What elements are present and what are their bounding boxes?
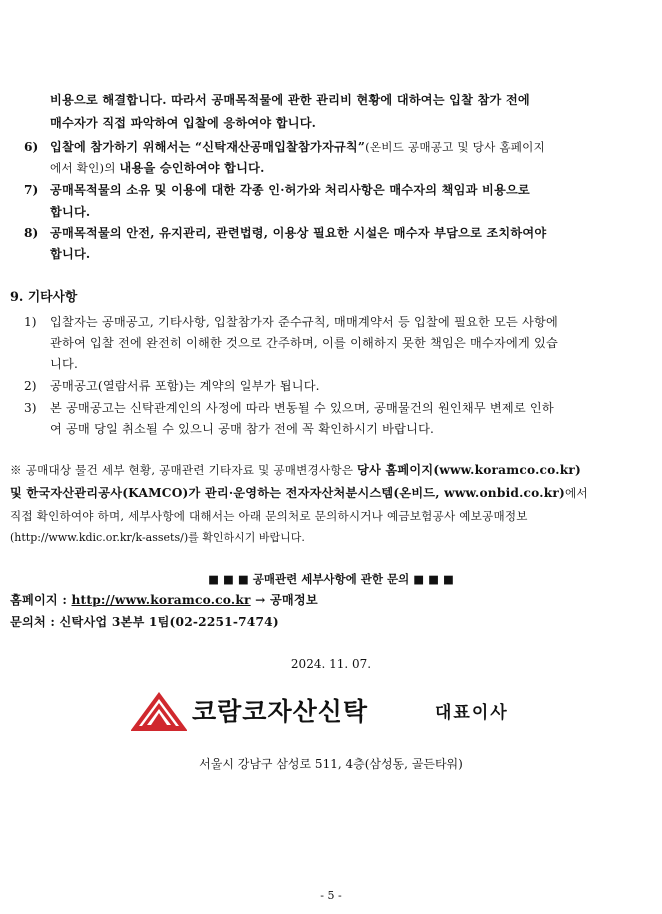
notice-date: 2024. 11. 07. [290, 657, 372, 671]
item-7-line-1: 공매목적물의 소유 및 이용에 대한 각종 인·허가와 처리사항은 매수자의 책임과 비용으로 [50, 183, 530, 197]
note-l1-b: 당사 홈페이지(www.koramco.co.kr) [357, 463, 581, 477]
s9-item-3-line-2: 여 공매 당일 취소될 수 있으니 공매 참가 전에 꼭 확인하시기 바랍니다. [50, 422, 435, 436]
company-name: 코람코자산신탁 [192, 697, 369, 726]
item-7-line-2: 합니다. [50, 205, 91, 219]
item-6-l2-rest: 에서 확인)의 [50, 161, 120, 175]
item-8-line-1: 공매목적물의 안전, 유지관리, 관련법령, 이용상 필요한 시설은 매수자 부담으로 조치하여야 [50, 226, 547, 240]
note-line-4: (http://www.kdic.or.kr/k-assets/)를 확인하시기 바랍니다. [10, 531, 305, 544]
s9-item-2-line-1: 공매공고(열람서류 포함)는 계약의 일부가 됩니다. [50, 379, 320, 393]
continuation-line-2: 매수자가 직접 파악하여 입찰에 응하여야 합니다. [50, 116, 317, 130]
item-8-line-2: 합니다. [50, 247, 91, 261]
item-6-number: 6) [24, 140, 39, 154]
s9-item-3-number: 3) [24, 401, 37, 415]
homepage-line [10, 590, 318, 610]
s9-item-2-number: 2) [24, 379, 37, 393]
note-line-2 [10, 483, 588, 503]
note-l2-a: 및 한국자산관리공사(KAMCO)가 관리·운영하는 전자자산처분시스템(온비드, www.onbid.co.kr) [10, 486, 565, 500]
s9-item-1-line-3: 니다. [50, 357, 79, 371]
s9-item-3-line-1: 본 공매공고는 신탁관계인의 사정에 따라 변동될 수 있으며, 공매물건의 원인채무 변제로 인하 [50, 401, 554, 415]
item-6-l2-bold: 내용을 승인하여야 합니다. [119, 161, 265, 175]
section-9-heading: 9. 기타사항 [10, 290, 78, 305]
contact-heading: ■ ■ ■ 공매관련 세부사항에 관한 문의 ■ ■ ■ [208, 572, 454, 586]
continuation-line-1: 비용으로 해결합니다. 따라서 공매목적물에 관한 관리비 현황에 대하여는 입찰 참가 전에 [50, 93, 530, 107]
note-l1-a: ※ 공매대상 물건 세부 현황, 공매관련 기타자료 및 공매변경사항은 [10, 463, 358, 477]
item-6-line-1 [50, 137, 545, 157]
note-line-1 [10, 460, 581, 480]
note-line-3: 직접 확인하여야 하며, 세부사항에 대해서는 아래 문의처로 문의하시거나 예금보험공사 예보공매정보 [10, 509, 528, 523]
homepage-label: 홈페이지 : [10, 593, 72, 607]
s9-item-1-number: 1) [24, 315, 37, 329]
item-6-rest: (온비드 공매공고 및 당사 홈페이지 [365, 140, 545, 154]
company-address: 서울시 강남구 삼성로 511, 4층(삼성동, 골든타워) [199, 757, 463, 771]
item-6-line-2 [50, 158, 265, 178]
note-l2-b: 에서 [564, 486, 588, 500]
page-number: - 5 - [320, 889, 342, 902]
item-8-number: 8) [24, 226, 39, 240]
homepage-suffix: → 공매정보 [250, 593, 318, 607]
item-6-bold: 입찰에 참가하기 위해서는 “신탁재산공매입찰참가자규칙” [50, 140, 366, 154]
s9-item-1-line-1: 입찰자는 공매공고, 기타사항, 입찰참가자 준수규칙, 매매계약서 등 입찰에 필요한 모든 사항에 [50, 315, 558, 329]
homepage-link[interactable]: http://www.koramco.co.kr [71, 593, 251, 607]
ceo-title: 대표이사 [435, 703, 509, 723]
company-signature [130, 690, 550, 734]
company-logo-icon [130, 690, 188, 732]
item-7-number: 7) [24, 183, 39, 197]
inquiry-line: 문의처 : 신탁사업 3본부 1팀(02-2251-7474) [10, 615, 279, 629]
s9-item-1-line-2: 관하여 입찰 전에 완전히 이해한 것으로 간주하며, 이를 이해하지 못한 책임은 매수자에게 있습 [50, 336, 558, 350]
